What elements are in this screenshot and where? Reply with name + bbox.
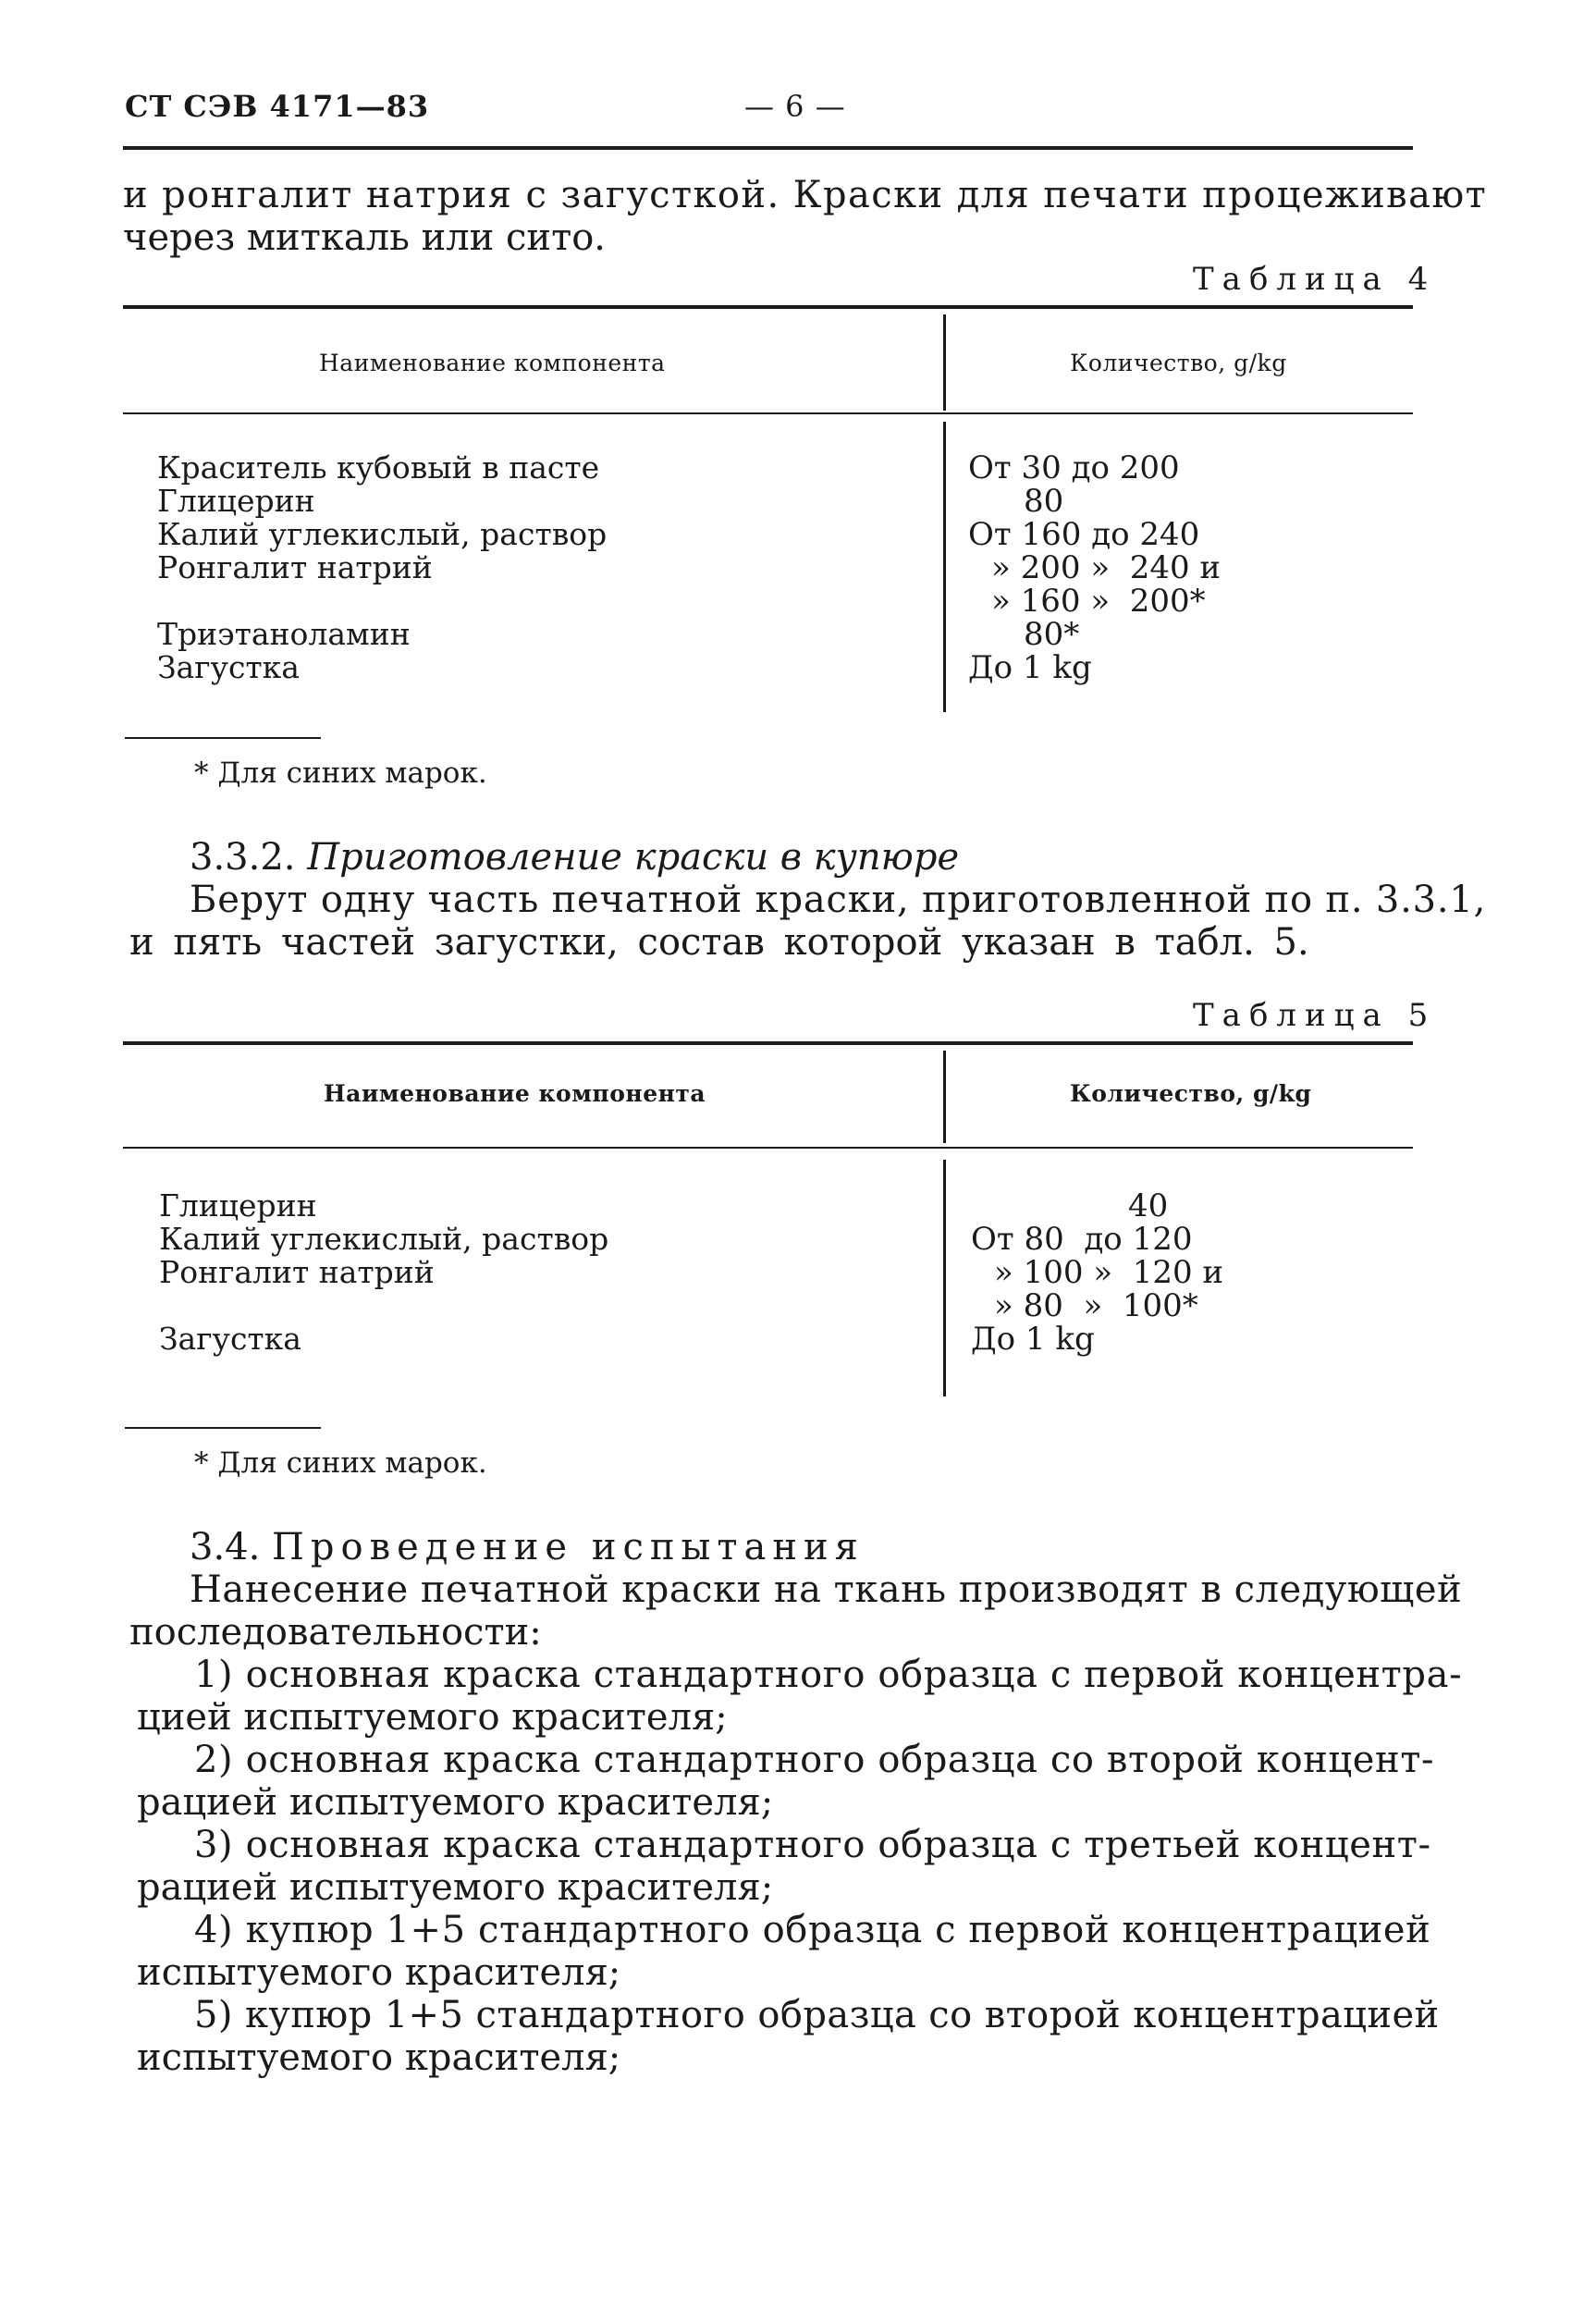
table4-row-1-component: Краситель кубовый в пасте	[157, 449, 600, 486]
standard-code: СТ СЭВ 4171—83	[125, 89, 430, 124]
table5-row-2-quantity: От 80 до 120	[971, 1221, 1193, 1258]
table5-row-1-quantity: 40	[1128, 1187, 1169, 1224]
section-34-line-2: последовательности:	[129, 1611, 542, 1654]
section-34-number: 3.4.	[190, 1526, 261, 1568]
table4-header-quantity: Количество, g/kg	[1070, 350, 1287, 376]
table4-row-1-quantity: От 30 до 200	[968, 449, 1180, 486]
table5-header-component: Наименование компонента	[324, 1080, 706, 1107]
table4-row-7-quantity: До 1 kg	[968, 649, 1092, 686]
table4-title: Таблица 4	[1193, 261, 1437, 298]
table5-row-5-quantity: До 1 kg	[971, 1321, 1095, 1358]
table5-footnote-rule	[125, 1427, 321, 1429]
intro-line-2: через миткаль или сито.	[123, 216, 607, 259]
section-34-line-11: 5) купюр 1+5 стандартного образца со второй концентрацией	[194, 1994, 1440, 2036]
table4-footnote: * Для синих марок.	[194, 756, 487, 790]
table4-row-7-component: Загустка	[157, 649, 300, 685]
table4-row-3-quantity: От 160 до 240	[968, 516, 1200, 553]
table5-row-2-component: Калий углекислый, раствор	[159, 1221, 609, 1257]
section-34-line-10: испытуемого красителя;	[137, 1951, 621, 1994]
table4-top-rule	[123, 305, 1413, 309]
table5-column-divider-header	[943, 1051, 946, 1143]
table4-footnote-rule	[125, 737, 321, 739]
table4-row-2-quantity: 80	[1024, 483, 1064, 520]
table5-column-divider-body	[943, 1160, 946, 1396]
table4-header-component: Наименование компонента	[319, 350, 666, 376]
table4-row-6-component: Триэтаноламин	[157, 616, 411, 652]
table5-row-3-component: Ронгалит натрий	[159, 1254, 435, 1290]
table4-row-4-component: Ронгалит натрий	[157, 549, 433, 585]
intro-line-1: и ронгалит натрия с загусткой. Краски для печати процеживают	[123, 174, 1488, 216]
table4-row-4-quantity: » 200 » 240 и	[991, 549, 1222, 586]
section-34-line-9: 4) купюр 1+5 стандартного образца с первой концентрацией	[194, 1909, 1431, 1951]
table5-row-4-quantity: » 80 » 100*	[994, 1287, 1198, 1324]
section-34-line-3: 1) основная краска стандартного образца с первой концентра-	[194, 1654, 1463, 1696]
page-number: — 6 —	[744, 89, 846, 124]
section-34-line-1: Нанесение печатной краски на ткань производят в следующей	[190, 1568, 1463, 1611]
section-34-line-12: испытуемого красителя;	[137, 2036, 621, 2079]
section-34-title: Проведение испытания	[272, 1526, 865, 1568]
section-332-heading	[190, 836, 959, 879]
table5-top-rule	[123, 1041, 1413, 1045]
table5-header-quantity: Количество, g/kg	[1070, 1080, 1312, 1107]
table5-row-3-quantity: » 100 » 120 и	[994, 1254, 1224, 1291]
table4-column-divider-header	[943, 314, 946, 411]
table4-row-2-component: Глицерин	[157, 483, 315, 519]
section-34-line-4: цией испытуемого красителя;	[137, 1696, 728, 1739]
table4-row-5-quantity: » 160 » 200*	[991, 583, 1206, 620]
section-34-line-7: 3) основная краска стандартного образца с третьей концент-	[194, 1824, 1431, 1866]
header-rule	[123, 146, 1413, 150]
table5-footnote: * Для синих марок.	[194, 1446, 487, 1480]
section-34-line-6: рацией испытуемого красителя;	[137, 1781, 774, 1824]
table4-row-3-component: Калий углекислый, раствор	[157, 516, 608, 552]
section-332-title: Приготовление краски в купюре	[307, 836, 960, 879]
section-34-heading	[190, 1526, 865, 1568]
section-332-line-2: и пять частей загустки, состав которой указан в табл. 5.	[129, 921, 1309, 964]
section-34-line-8: рацией испытуемого красителя;	[137, 1866, 774, 1909]
section-34-line-5: 2) основная краска стандартного образца со второй концент-	[194, 1739, 1435, 1781]
table4-header-rule	[123, 412, 1413, 414]
table4-column-divider-body	[943, 422, 946, 712]
section-332-line-1: Берут одну часть печатной краски, приготовленной по п. 3.3.1,	[190, 879, 1487, 921]
table5-header-rule	[123, 1147, 1413, 1149]
table5-title: Таблица 5	[1193, 997, 1437, 1034]
section-332-number: 3.3.2.	[190, 836, 296, 879]
table5-row-5-component: Загустка	[159, 1321, 301, 1357]
table5-row-1-component: Глицерин	[159, 1187, 317, 1224]
table4-row-6-quantity: 80*	[1024, 616, 1080, 653]
